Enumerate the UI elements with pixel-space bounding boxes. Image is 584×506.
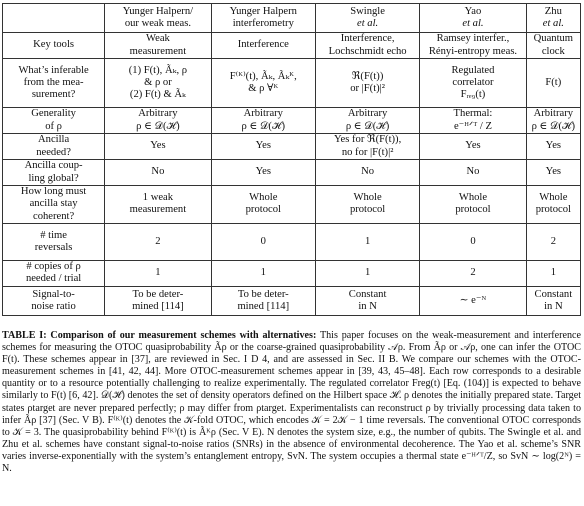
row-label-cell	[3, 260, 105, 286]
cell-line: Yes	[545, 166, 562, 178]
table-row	[3, 108, 581, 134]
table-cell	[105, 108, 211, 134]
table-cell	[211, 134, 315, 160]
cell-line: # copies of ρ	[26, 261, 81, 273]
cell-line: or |F(t)|²	[350, 83, 385, 94]
table-cell	[526, 33, 580, 59]
table-cell	[315, 108, 419, 134]
table-cell	[315, 260, 419, 286]
cell-line: correlator	[452, 76, 494, 88]
table-cell	[211, 286, 315, 315]
cell-line: ∼ e⁻ᴺ	[459, 294, 487, 306]
table-row	[3, 223, 581, 260]
cell-line: e⁻ᴴᐟᵀ / Z	[453, 120, 492, 132]
cell-line: 1	[364, 267, 371, 279]
cell-line: Regulated	[451, 64, 495, 76]
cell-line: coherent?	[33, 210, 75, 222]
row-label-cell	[3, 186, 105, 224]
cell-line: ρ ∈ 𝒟(ℋ)	[136, 120, 180, 132]
cell-line: 2	[550, 235, 556, 247]
cell-line: Whole	[249, 192, 278, 204]
cell-line: ancilla stay	[29, 198, 78, 210]
cell-line: # time	[40, 229, 67, 241]
cell-line: Constant	[348, 288, 387, 300]
caption-label: TABLE I: Comparison of our measurement schemes with alternatives:	[2, 330, 317, 341]
cell-line: F(t)	[545, 76, 562, 88]
table-body	[3, 33, 581, 316]
table-cell	[105, 160, 211, 186]
cell-line: from the mea-	[23, 76, 84, 88]
cell-line: Whole	[458, 192, 488, 204]
table-cell	[420, 108, 526, 134]
cell-line: Yes	[255, 166, 271, 178]
table-cell	[420, 33, 526, 59]
cell-line: 1	[550, 267, 556, 279]
cell-line: To be deter-	[132, 288, 184, 300]
cell-line: needed?	[36, 146, 71, 158]
cell-line: No	[151, 166, 165, 178]
table-cell	[526, 260, 580, 286]
table-cell	[526, 59, 580, 108]
row-label-cell	[3, 108, 105, 134]
cell-line: 0	[470, 235, 476, 247]
table-cell	[105, 260, 211, 286]
cell-line: reversals	[34, 241, 73, 253]
cell-line: Arbitrary	[533, 108, 574, 120]
header-cell-yao: Yao et al.	[420, 4, 526, 33]
table-cell	[526, 160, 580, 186]
cell-line: To be deter-	[237, 288, 289, 300]
table-cell	[526, 223, 580, 260]
table-cell	[315, 160, 419, 186]
table-cell	[105, 134, 211, 160]
cell-line: Rényi-entropy meas.	[428, 45, 518, 57]
cell-line: Thermal:	[453, 108, 493, 120]
cell-line: & ρ or	[144, 76, 172, 88]
cell-line: (2) F(t) & Ãₖ	[129, 89, 186, 101]
table-cell	[420, 160, 526, 186]
cell-line: Whole	[539, 192, 568, 204]
cell-line: No	[466, 166, 480, 178]
table-cell	[105, 223, 211, 260]
cell-line: Whole	[353, 192, 382, 204]
table-cell	[211, 223, 315, 260]
cell-line: 1	[155, 267, 161, 279]
cell-line: Key tools	[33, 39, 75, 51]
cell-line: (1) F(t), Ãₖ, ρ	[128, 64, 188, 76]
cell-line: no for |F(t)|²	[341, 146, 394, 158]
table-cell	[420, 134, 526, 160]
table-cell	[315, 134, 419, 160]
cell-line: What’s inferable	[18, 64, 89, 76]
table-cell	[211, 160, 315, 186]
cell-line: Ancilla	[38, 134, 70, 146]
cell-line: Interference	[237, 39, 289, 51]
cell-line: mined [114]	[237, 300, 290, 312]
cell-line: Constant	[534, 288, 573, 300]
cell-line: F⁽ᴷ⁾(t), Ãₖ, Ãₖᴷ,	[229, 70, 297, 82]
cell-line: Generality	[31, 108, 76, 120]
table-row	[3, 186, 581, 224]
row-label-cell	[3, 59, 105, 108]
row-label-cell	[3, 223, 105, 260]
table-row	[3, 286, 581, 315]
row-label-cell	[3, 33, 105, 59]
table-cell	[526, 108, 580, 134]
cell-line: Ramsey interfer.,	[436, 33, 510, 45]
cell-line: ρ ∈ 𝒟(ℋ)	[531, 120, 576, 132]
header-cell-empty	[3, 4, 105, 33]
cell-line: noise ratio	[31, 300, 76, 312]
header-cell-zhu: Zhu et al.	[526, 4, 580, 33]
table-row	[3, 134, 581, 160]
table-cell	[211, 186, 315, 224]
table-cell	[315, 223, 419, 260]
cell-line: Ancilla coup-	[24, 160, 83, 172]
header-cell-yunger-halpern-weak: Yunger Halpern/ our weak meas.	[105, 4, 211, 33]
table-cell	[211, 260, 315, 286]
cell-line: Yes	[255, 140, 271, 152]
row-label-cell	[3, 134, 105, 160]
table-cell	[420, 260, 526, 286]
cell-line: Quantum	[533, 33, 574, 45]
cell-line: protocol	[535, 204, 571, 216]
cell-line: surement?	[31, 89, 76, 101]
table-cell	[105, 186, 211, 224]
table-cell	[420, 286, 526, 315]
table-cell	[315, 186, 419, 224]
cell-line: in N	[544, 300, 563, 312]
table-row	[3, 160, 581, 186]
cell-line: Interference,	[340, 33, 395, 45]
table-header-row	[3, 4, 581, 33]
cell-line: measurement	[129, 204, 187, 216]
cell-line: Weak	[145, 33, 170, 45]
table-row	[3, 59, 581, 108]
table-cell	[211, 33, 315, 59]
cell-line: Yes	[465, 140, 481, 152]
cell-line: clock	[541, 45, 565, 57]
cell-line: ρ ∈ 𝒟(ℋ)	[241, 120, 286, 132]
cell-line: of ρ	[45, 120, 62, 132]
table-cell	[526, 186, 580, 224]
cell-line: No	[361, 166, 375, 178]
cell-line: mined [114]	[132, 300, 184, 312]
cell-line: Yes for ℜ(F(t)),	[333, 134, 402, 146]
header-cell-swingle: Swingle et al.	[315, 4, 419, 33]
table-row	[3, 260, 581, 286]
cell-line: protocol	[455, 204, 491, 216]
caption-text: This paper focuses on the weak-measurement and interference schemes for measuring the OTOC quasiprobability Ãρ or the coarse-grained quasiprobability 𝒜ρ. From Ãρ or 𝒜ρ, one can infer the OTOC F(t). These schemes appear in [37], are reviewed in Sec. I D 4, and are assessed in Sec. II B. We compare our schemes with the OTOC-measurement schemes in [41, 42, 44]. More OTOC-measurement schemes appear in [39, 43, 45–48]. Each row corresponds to a desirable quantity or to a resource potentially challenging to realize experimentally. The regulated correlator Freg(t) [Eq. (104)] is expected to behave similarly to F(t) [6, 42]. 𝒟(ℋ) denotes the set of density operators defined on the Hilbert space ℋ. ρ denotes the initially prepared state. Target states ρtarget are never prepared perfectly; ρ may differ from ρtarget. Experimentalists can reconstruct ρ by trivially processing data taken to infer Ãρ [37] (Sec. V B). F⁽ᴷ⁾(t) denotes the 𝒦-fold OTOC, which encodes 𝒦 = 2𝒦 − 1 time reversals. The conventional OTOC corresponds to 𝒦 = 3. The quasiprobability behind F⁽ᴷ⁾(t) is Ãᴷρ (Sec. V E). N denotes the system size, e.g., the number of qubits. The Swingle et al. and Zhu et al. schemes have constant signal-to-noise ratios (SNRs) in the absence of environmental decoherence. The Yao et al. scheme’s SNR varies inverse-exponentially with the system’s entanglement entropy, SvN. The system occupies a thermal state e⁻ᴴᐟᵀ/Z, so SvN ∼ log(2ᴺ) = N.	[2, 330, 581, 475]
cell-line: 0	[260, 235, 266, 247]
cell-line: needed / trial	[25, 273, 82, 285]
table-cell	[211, 108, 315, 134]
cell-line: 1	[260, 267, 266, 279]
table-cell	[105, 59, 211, 108]
cell-line: Yes	[150, 140, 166, 152]
comparison-table	[2, 3, 581, 316]
cell-line: Yes	[545, 140, 562, 152]
table-caption	[2, 330, 581, 475]
cell-line: Signal-to-	[32, 288, 75, 300]
table-cell	[211, 59, 315, 108]
cell-line: How long must	[20, 186, 87, 197]
cell-line: ling global?	[28, 172, 79, 184]
row-label-cell	[3, 160, 105, 186]
cell-line: ρ ∈ 𝒟(ℋ)	[345, 120, 390, 132]
cell-line: 1	[364, 235, 371, 247]
table-cell	[315, 286, 419, 315]
cell-line: 2	[470, 267, 476, 279]
table-cell	[420, 59, 526, 108]
table-cell	[105, 286, 211, 315]
cell-line: Arbitrary	[347, 108, 388, 120]
table-cell	[526, 286, 580, 315]
cell-line: in N	[358, 300, 377, 312]
table-cell	[526, 134, 580, 160]
cell-line: & ρ ∀ᴷ	[248, 83, 279, 94]
cell-line: ℜ(F(t))	[351, 70, 384, 82]
table-cell	[420, 186, 526, 224]
table-cell	[420, 223, 526, 260]
cell-line: Fᵣₑ₉(t)	[460, 89, 486, 101]
row-label-cell	[3, 286, 105, 315]
cell-line: Arbitrary	[138, 108, 178, 120]
cell-line: protocol	[349, 204, 386, 216]
cell-line: Arbitrary	[243, 108, 283, 120]
header-cell-yunger-halpern-interferometry: Yunger Halpern interferometry	[211, 4, 315, 33]
table-cell	[315, 33, 419, 59]
table-cell	[315, 59, 419, 108]
cell-line: Lochschmidt echo	[328, 45, 407, 57]
cell-line: 2	[155, 235, 161, 247]
cell-line: 1 weak	[142, 192, 174, 204]
cell-line: measurement	[129, 45, 187, 57]
table-row	[3, 33, 581, 59]
table-cell	[105, 33, 211, 59]
cell-line: protocol	[245, 204, 281, 216]
